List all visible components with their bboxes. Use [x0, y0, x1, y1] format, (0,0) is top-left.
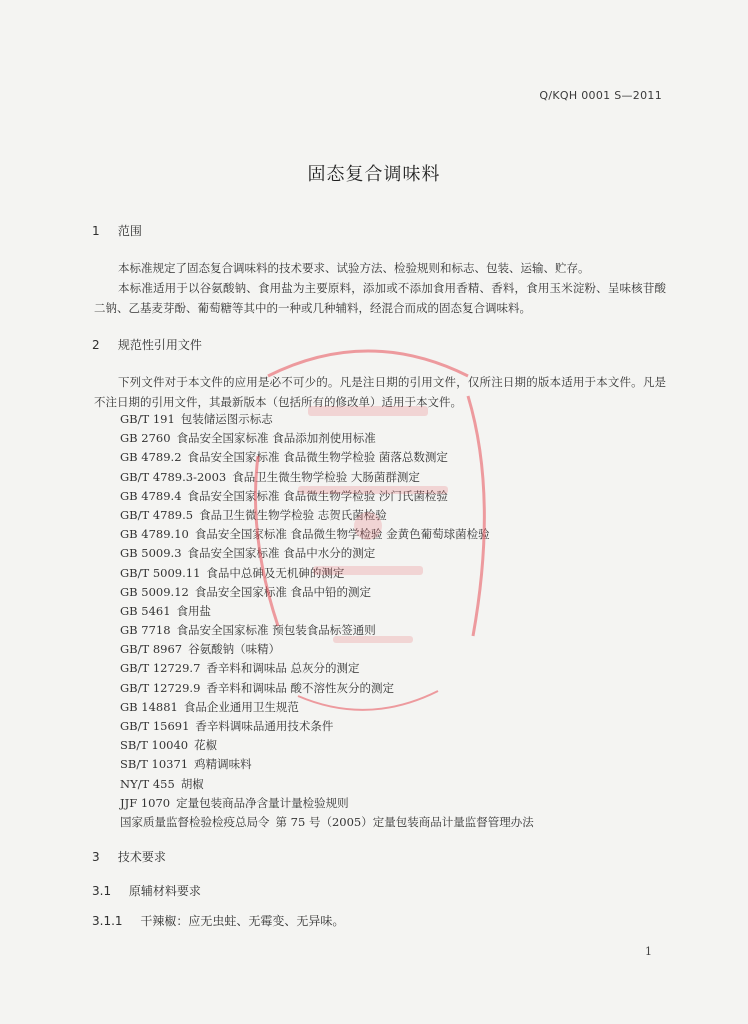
reference-title: 第 75 号（2005）定量包装商品计量监督管理办法 — [275, 814, 534, 829]
reference-title: 食品中总砷及无机砷的测定 — [206, 565, 345, 580]
reference-title: 鸡精调味料 — [194, 757, 252, 772]
reference-code: GB 5009.12 — [120, 584, 189, 599]
reference-title: 食品安全国家标准 食品微生物学检验 菌落总数测定 — [187, 450, 448, 465]
reference-title: 食品安全国家标准 食品微生物学检验 沙门氏菌检验 — [187, 488, 448, 503]
reference-code: 国家质量监督检验检疫总局令 — [120, 814, 270, 829]
reference-title: 食品卫生微生物学检验 志贺氏菌检验 — [199, 507, 387, 522]
reference-item — [120, 794, 534, 813]
subsection-number: 3.1 — [92, 884, 112, 898]
reference-code: GB 5461 — [120, 603, 171, 618]
reference-code: GB/T 12729.9 — [120, 680, 201, 695]
reference-code: GB/T 12729.7 — [120, 661, 201, 676]
reference-item — [120, 698, 534, 717]
reference-code: GB 14881 — [120, 699, 178, 714]
section-number: 1 — [92, 224, 100, 238]
reference-title: 食品卫生微生物学检验 大肠菌群测定 — [232, 469, 420, 484]
reference-item — [120, 640, 534, 659]
reference-item — [120, 602, 534, 621]
reference-code: GB 5009.3 — [120, 546, 182, 561]
section-title: 范围 — [117, 224, 142, 238]
reference-item — [120, 525, 534, 544]
section-title: 技术要求 — [117, 850, 166, 864]
reference-code: GB/T 191 — [120, 412, 175, 426]
reference-code: GB/T 15691 — [120, 719, 190, 733]
section-3-heading — [92, 848, 166, 865]
reference-title: 食品安全国家标准 食品添加剂使用标准 — [176, 431, 376, 446]
section-number: 3 — [92, 850, 100, 864]
reference-code: GB/T 4789.3-2003 — [120, 469, 227, 484]
reference-code: GB/T 8967 — [120, 642, 183, 657]
reference-item — [120, 679, 534, 698]
reference-item — [120, 755, 534, 774]
section-1-paragraph-2: 本标准适用于以谷氨酸钠、食用盐为主要原料，添加或不添加食用香精、香料，食用玉米淀粉、呈味核苷酸二钠、乙基麦芽酚、葡萄糖等其中的一种或几种辅料，经混合而成的固态复合调味料。 — [94, 281, 666, 315]
reference-title: 食品安全国家标准 食品微生物学检验 金黄色葡萄球菌检验 — [194, 527, 490, 542]
section-1-heading — [92, 222, 142, 239]
section-title: 规范性引用文件 — [117, 338, 202, 352]
reference-code: SB/T 10040 — [120, 738, 189, 753]
reference-title: 谷氨酸钠（味精） — [188, 642, 281, 657]
reference-title: 花椒 — [194, 738, 218, 753]
reference-item — [120, 813, 534, 832]
reference-item — [120, 487, 534, 506]
reference-item — [120, 717, 534, 736]
reference-title: 食品安全国家标准 预包装食品标签通则 — [176, 623, 376, 638]
reference-title: 食品企业通用卫生规范 — [183, 699, 299, 714]
reference-item — [120, 429, 534, 448]
clause-number: 3.1.1 — [92, 914, 123, 928]
reference-title: 食用盐 — [176, 603, 212, 618]
document-title: 固态复合调味料 — [307, 164, 441, 185]
reference-code: GB/T 4789.5 — [120, 507, 194, 522]
reference-title: 食品安全国家标准 食品中水分的测定 — [187, 546, 376, 561]
reference-title: 包装储运图示标志 — [180, 412, 273, 426]
subsection-title: 原辅材料要求 — [128, 884, 201, 898]
reference-code: GB 7718 — [120, 623, 171, 638]
reference-item — [120, 775, 534, 794]
reference-code: GB 4789.10 — [120, 527, 189, 542]
reference-code: SB/T 10371 — [120, 757, 189, 772]
reference-list — [120, 410, 534, 832]
reference-item — [120, 506, 534, 525]
reference-item — [120, 448, 534, 467]
reference-item — [120, 659, 534, 678]
reference-item — [120, 736, 534, 755]
reference-code: JJF 1070 — [120, 795, 171, 810]
section-1-paragraph-1: 本标准规定了固态复合调味料的技术要求、试验方法、检验规则和标志、包装、运输、贮存。 — [118, 261, 590, 275]
clause-text: 干辣椒：应无虫蛀、无霉变、无异味。 — [140, 914, 345, 928]
reference-code: GB/T 5009.11 — [120, 565, 201, 580]
reference-title: 香辛料和调味品 酸不溶性灰分的测定 — [206, 680, 395, 695]
reference-item — [120, 468, 534, 487]
page-number: 1 — [645, 945, 652, 958]
reference-code: NY/T 455 — [120, 776, 175, 791]
reference-title: 胡椒 — [180, 776, 204, 791]
reference-title: 食品安全国家标准 食品中铅的测定 — [194, 584, 372, 599]
section-2-heading — [92, 336, 202, 353]
subsection-3-1-heading — [92, 882, 201, 899]
reference-item — [120, 564, 534, 583]
reference-title: 香辛料和调味品 总灰分的测定 — [206, 661, 360, 676]
reference-title: 香辛料调味品通用技术条件 — [195, 719, 334, 733]
reference-item — [120, 410, 534, 429]
reference-title: 定量包装商品净含量计量检验规则 — [176, 795, 349, 810]
reference-item — [120, 621, 534, 640]
clause-3-1-1 — [92, 912, 344, 929]
section-number: 2 — [92, 338, 100, 352]
reference-code: GB 4789.2 — [120, 450, 182, 465]
section-2-paragraph: 下列文件对于本文件的应用是必不可少的。凡是注日期的引用文件，仅所注日期的版本适用于本文件。凡是不注日期的引用文件，其最新版本（包括所有的修改单）适用于本文件。 — [94, 375, 666, 409]
reference-item — [120, 583, 534, 602]
reference-item — [120, 544, 534, 563]
reference-code: GB 2760 — [120, 431, 171, 446]
reference-code: GB 4789.4 — [120, 488, 182, 503]
standard-code: Q/KQH 0001 S—2011 — [539, 89, 662, 102]
